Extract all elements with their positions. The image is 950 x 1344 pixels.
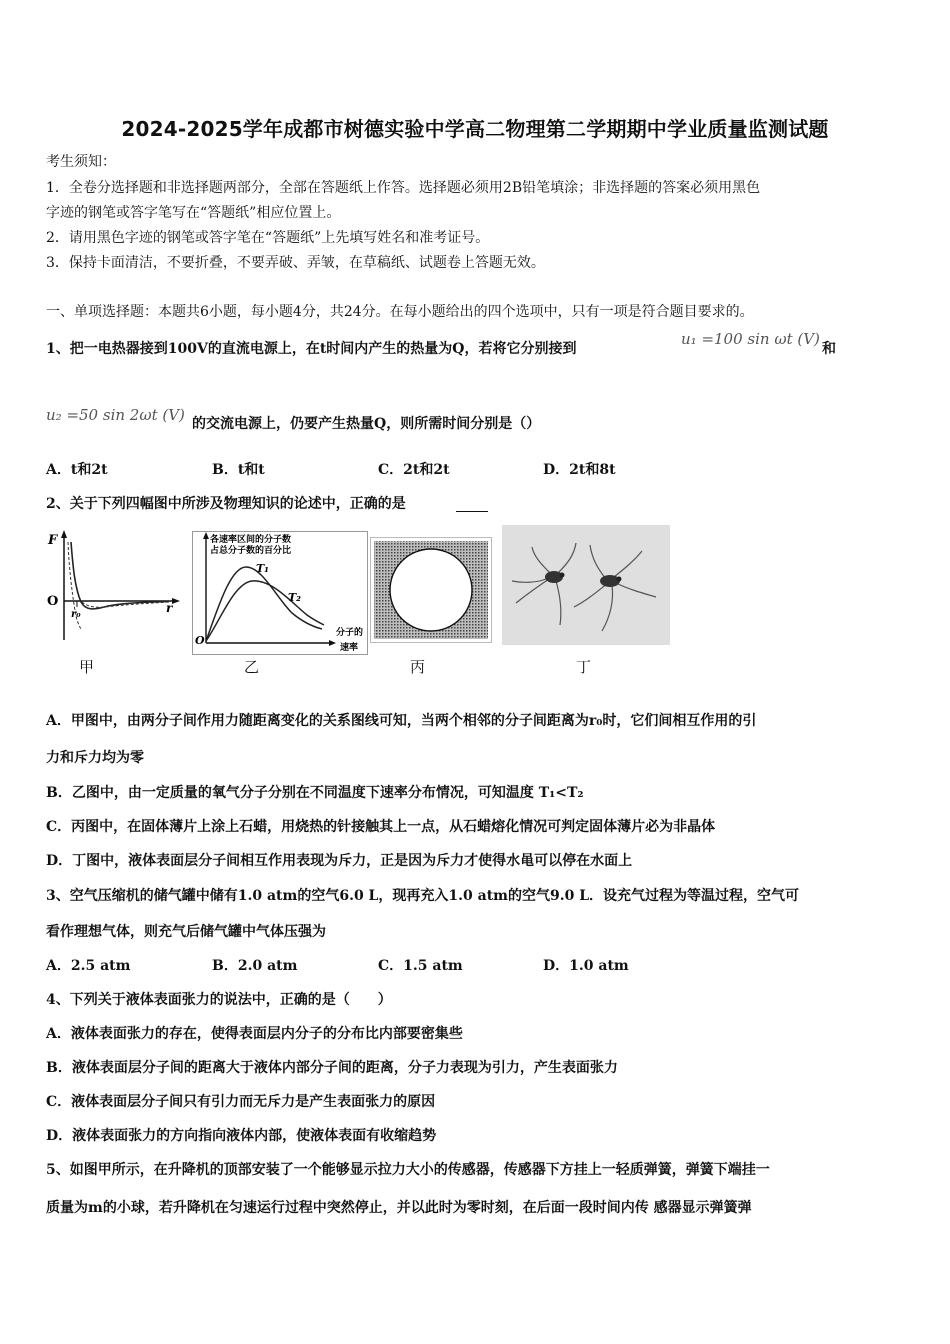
q3-option-c[interactable]: C．1.5 atm <box>378 958 463 974</box>
notice-item: 2．请用黑色字迹的钢笔或答字笔在“答题纸”上先填写姓名和准考证号。 <box>46 230 490 246</box>
q4-stem: 4、下列关于液体表面张力的说法中，正确的是（ ） <box>46 992 392 1008</box>
q1-formula-2: u₂ =50 sin 2ωt (V) <box>46 406 185 424</box>
q1-option-c[interactable]: C．2t和2t <box>378 462 450 478</box>
q1-stem-a: 1、把一电热器接到100V的直流电源上，在t时间内产生的热量为Q，若将它分别接到 <box>46 341 577 357</box>
q3-stem-cont: 看作理想气体，则充气后储气罐中气体压强为 <box>46 924 326 940</box>
q1-option-d[interactable]: D．2t和8t <box>543 462 616 478</box>
q1-stem-c: 的交流电源上，仍要产生热量Q，则所需时间分别是（） <box>192 416 541 432</box>
q4-option-a[interactable]: A．液体表面张力的存在，使得表面层内分子的分布比内部要密集些 <box>46 1026 463 1042</box>
axis-label-f: F <box>48 533 58 548</box>
q2-option-c[interactable]: C．丙图中，在固体薄片上涂上石蜡，用烧热的针接触其上一点，从石蜡熔化情况可判定固体薄片必为非晶体 <box>46 819 716 835</box>
q5-stem: 5、如图甲所示，在升降机的顶部安装了一个能够显示拉力大小的传感器，传感器下方挂上一轻质弹簧，弹簧下端挂一 <box>46 1162 770 1178</box>
axis-label-r: r <box>166 601 173 615</box>
q2-option-a[interactable]: A．甲图中，由两分子间作用力随距离变化的关系图线可知，当两个相邻的分子间距离为r₀时，它们间相互作用的引 <box>46 713 757 729</box>
q1-option-a[interactable]: A．t和2t <box>46 462 108 478</box>
page-title: 2024-2025学年成都市树德实验中学高二物理第二学期期中学业质量监测试题 <box>121 117 829 141</box>
r0-label: r₀ <box>71 609 81 620</box>
q4-option-b[interactable]: B．液体表面层分子间的距离大于液体内部分子间的距离，分子力表现为引力，产生表面张力 <box>46 1060 618 1076</box>
q4-option-c[interactable]: C．液体表面层分子间只有引力而无斥力是产生表面张力的原因 <box>46 1094 436 1110</box>
q3-option-a[interactable]: A．2.5 atm <box>46 958 131 974</box>
notice-item: 1．全卷分选择题和非选择题两部分，全部在答题纸上作答。选择题必须用2B铅笔填涂；非选择题的答案必须用黑色 <box>46 180 761 196</box>
x-axis-label: 分子的 <box>336 628 364 638</box>
q3-option-d[interactable]: D．1.0 atm <box>543 958 629 974</box>
axis-origin: O <box>195 634 205 647</box>
figure-force-distance <box>44 528 184 643</box>
section-heading: 一、单项选择题：本题共6小题，每小题4分，共24分。在每小题给出的四个选项中，只有一项是符合题目要求的。 <box>46 304 754 320</box>
axis-origin: O <box>47 594 59 609</box>
notice-heading: 考生须知： <box>46 154 116 170</box>
q2-stem: 2、关于下列四幅图中所涉及物理知识的论述中，正确的是 <box>46 496 406 512</box>
figure-speed-distribution <box>192 531 368 655</box>
t2-label: T₂ <box>288 591 302 604</box>
figure-water-strider <box>502 525 670 645</box>
q2-option-b[interactable]: B．乙图中，由一定质量的氧气分子分别在不同温度下速率分布情况，可知温度 T₁<T₂ <box>46 785 584 801</box>
q3-option-b[interactable]: B．2.0 atm <box>212 958 298 974</box>
fig-b-title: 占总分子数的百分比 <box>210 546 292 556</box>
q1-option-b[interactable]: B．t和t <box>212 462 265 478</box>
notice-item: 3．保持卡面清洁，不要折叠，不要弄破、弄皱，在草稿纸、试题卷上答题无效。 <box>46 255 545 271</box>
figure-caption: 甲 <box>79 658 95 676</box>
figure-caption: 乙 <box>244 658 260 676</box>
figure-caption: 丁 <box>576 658 592 676</box>
fig-b-title: 各速率区间的分子数 <box>210 535 292 545</box>
q2-option-d[interactable]: D．丁图中，液体表面层分子间相互作用表现为斥力，正是因为斥力才使得水黾可以停在水面上 <box>46 853 633 869</box>
q3-stem: 3、空气压缩机的储气罐中储有1.0 atm的空气6.0 L，现再充入1.0 atm的空气9.0 L．设充气过程为等温过程，空气可 <box>46 888 800 904</box>
q1-stem-b: 和 <box>822 341 836 357</box>
figure-caption: 丙 <box>410 658 426 676</box>
q2-answer-blank <box>456 511 488 512</box>
q2-option-a-cont: 力和斥力均为零 <box>46 750 144 766</box>
x-axis-label: 速率 <box>340 643 359 653</box>
q1-formula-1: u₁ =100 sin ωt (V) <box>681 330 820 348</box>
figure-wax-melting <box>370 537 492 643</box>
notice-item: 字迹的钢笔或答字笔写在“答题纸”相应位置上。 <box>46 205 341 221</box>
q5-stem-cont: 质量为m的小球，若升降机在匀速运行过程中突然停止，并以此时为零时刻，在后面一段时间内传 感器显示弹簧弹 <box>46 1200 752 1216</box>
t1-label: T₁ <box>256 562 270 575</box>
q4-option-d[interactable]: D．液体表面张力的方向指向液体内部，使液体表面有收缩趋势 <box>46 1128 437 1144</box>
